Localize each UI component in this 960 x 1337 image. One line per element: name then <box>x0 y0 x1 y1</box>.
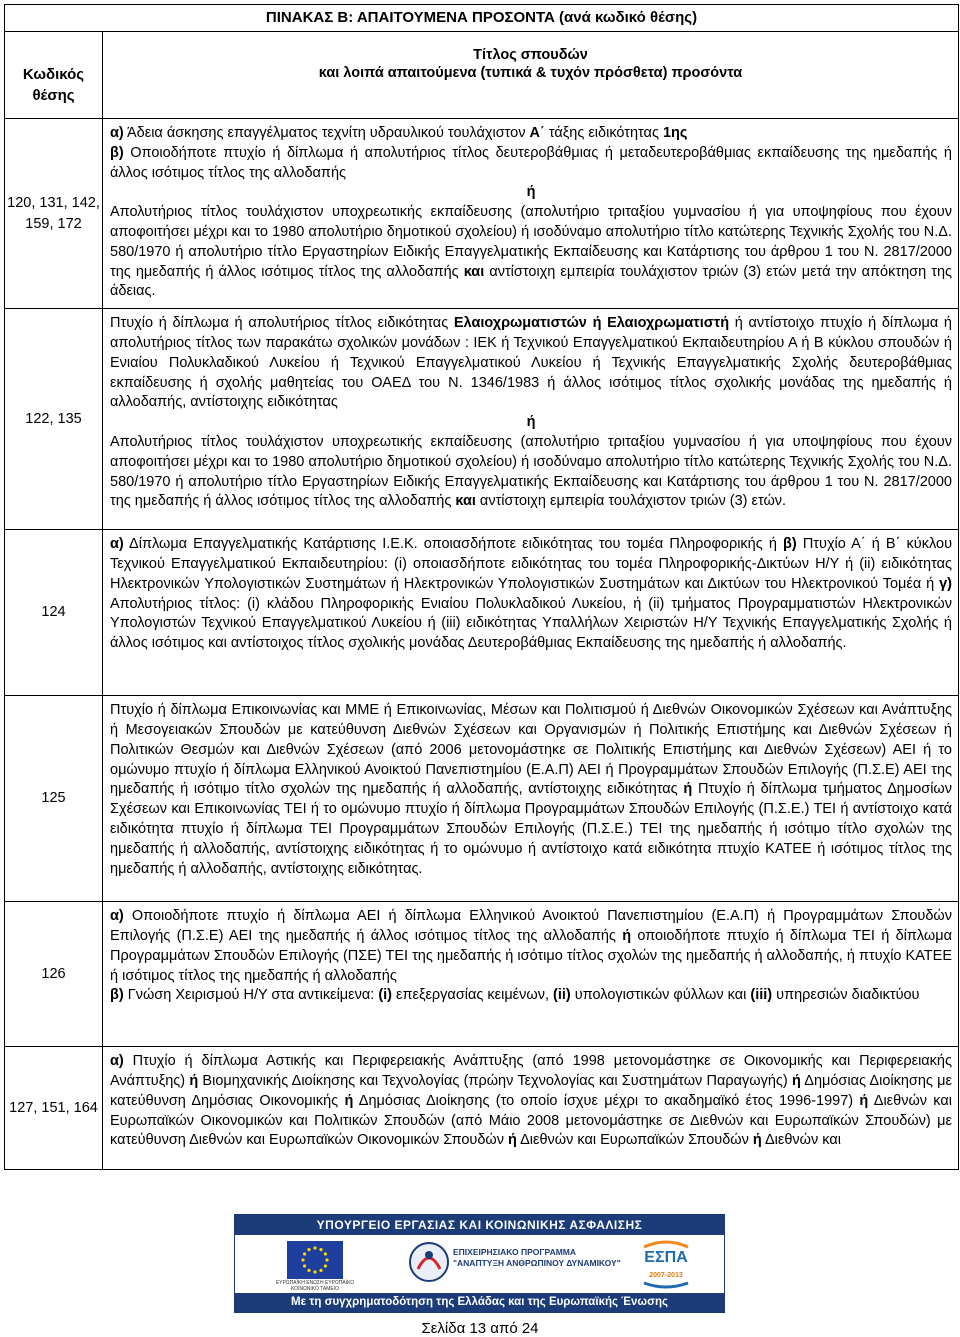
op-line1: ΕΠΙΧΕΙΡΗΣΙΑΚΟ ΠΡΟΓΡΑΜΜΑ <box>453 1247 577 1257</box>
bold-text: (ii) <box>553 987 571 1004</box>
bold-text: ή <box>791 1072 801 1089</box>
requirements-text <box>103 530 959 696</box>
requirement-paragraph: α) Άδεια άσκησης επαγγέλματος τεχνίτη υδραυλικού τουλάχιστον Α΄ τάξης ειδικότητας 1ης <box>110 125 688 141</box>
position-code: 122, 135 <box>5 309 103 530</box>
eu-caption: ΕΥΡΩΠΑΪΚΗ ΕΝΩΣΗ ΕΥΡΩΠΑΪΚΟ ΚΟΙΝΩΝΙΚΟ ΤΑΜΕΙΟ <box>275 1280 355 1292</box>
requirement-paragraph: β) Γνώση Χειρισμού Η/Υ στα αντικείμενα: (i) επεξεργασίας κειμένων, (ii) υπολογιστικών φύλλων και (iii) υπηρεσιών διαδικτύου <box>110 987 920 1004</box>
requirements-text <box>103 1047 959 1170</box>
requirements-text <box>103 902 959 1047</box>
bold-text: Α΄ <box>529 125 545 141</box>
position-code: 126 <box>5 902 103 1047</box>
requirements-text <box>103 696 959 902</box>
bold-text: και <box>455 493 476 510</box>
bold-text: β) <box>110 987 124 1004</box>
bold-text: γ) <box>939 575 952 592</box>
requirement-paragraph: Πτυχίο ή δίπλωμα Επικοινωνίας και ΜΜΕ ή Επικοινωνίας, Μέσων και Πολιτισμού ή Διεθνών Οικονομικών Σχέσεων και Ανάπτυξης ή Μεσογειακών Σπουδών με κατεύθυνση Διεθνών Σχέσεων και Οργανισμών ή Πολιτικής Επιστήμης και Διεθνών Σχέσεων ή Πολιτικών Θεσμών και Διεθνών Σχέσεων (από 2006 μετονομάστηκε σε Πολιτικής Επιστήμης και Διεθνών Σχέσεων) ΑΕΙ ή το ομώνυμο πτυχίο ή δίπλωμα Ελληνικού Ανοικτού Πανεπιστημίου (Ε.Α.Π) ΑΕΙ ή Προγραμμάτων Σπουδών Επιλογής (Π.Σ.Ε) ΑΕΙ της ημεδαπής ή ισότιμο τίτλο σχολών της ημεδαπής ή αλλοδαπής, αντίστοιχης ειδικότητας ή Πτυχίο ή δίπλωμα τμήματος Δημοσίων Σχέσεων και Επικοινωνίας ΤΕΙ ή το ομώνυμο πτυχίο ή δίπλωμα Προγραμμάτων Σπουδών Επιλογής (Π.Σ.Ε.) ΤΕΙ ή αντίστοιχο κατά ειδικότητα πτυχίο ή δίπλωμα ΤΕΙ Προγραμμάτων Σπουδών Επιλογής (Π.Σ.Ε.) ΤΕΙ της ημεδαπής ή ισότιμο τίτλο σχολών της ημεδαπής ή αλλοδαπής, αντίστοιχης ειδικότητας ή το ομώνυμο ή αντίστοιχο κατά ειδικότητα πτυχίο ΚΑΤΕΕ ή ισότιμος τίτλος της ημεδαπής ή αλλοδαπής, αντίστοιχης ειδικότητας. <box>110 702 952 877</box>
ministry-banner: ΥΠΟΥΡΓΕΙΟ ΕΡΓΑΣΙΑΣ ΚΑΙ ΚΟΙΝΩΝΙΚΗΣ ΑΣΦΑΛΙΣΗΣ <box>235 1215 724 1235</box>
table-row <box>5 119 959 309</box>
bold-text: και <box>463 263 485 280</box>
requirements-text <box>103 309 959 530</box>
page-number: Σελίδα 13 από 24 <box>421 1320 539 1337</box>
cofunding-slogan: Με τη συγχρηματοδότηση της Ελλάδας και της Ευρωπαϊκής Ένωσης <box>235 1293 724 1312</box>
op-line2: "ΑΝΑΠΤΥΞΗ ΑΝΘΡΩΠΙΝΟΥ ΔΥΝΑΜΙΚΟΥ" <box>453 1258 621 1268</box>
or-separator: ή <box>526 414 536 431</box>
operational-programme-text <box>453 1247 621 1269</box>
bold-text: α) <box>110 1053 124 1070</box>
espa-label: ΕΣΠΑ <box>644 1249 688 1266</box>
requirement-paragraph: α) Πτυχίο ή δίπλωμα Αστικής και Περιφερειακής Ανάπτυξης (από 1998 μετονομάστηκε σε Οικονομικής και Περιφερειακής Ανάπτυξης) ή Βιομηχανικής Διοίκησης και Τεχνολογίας (πρώην Τεχνολογίας και Συστημάτων Παραγωγής) ή Δημόσιας Διοίκησης με κατεύθυνση Δημόσιας Οικονομικής ή Δημόσιας Διοίκησης (το οποίο ίσχυε μέχρι το ακαδημαϊκό έτος 1996-1997) ή Διεθνών και Ευρωπαϊκών Οικονομικών και Πολιτικών Σπουδών (από Μάιο 2008 μετονομάστηκε σε Διεθνών και Ευρωπαϊκών Σπουδών) με κατεύθυνση Διεθνών και Ευρωπαϊκών Οικονομικών Σπουδών ή Διεθνών και Ευρωπαϊκών Σπουδών ή Διεθνών και <box>110 1053 952 1149</box>
header-requirements-column <box>103 32 959 119</box>
position-code: 127, 151, 164 <box>5 1047 103 1170</box>
eu-flag-icon <box>287 1241 343 1279</box>
bold-text: ή <box>189 1072 199 1089</box>
requirement-paragraph: α) Οποιοδήποτε πτυχίο ή δίπλωμα ΑΕΙ ή δίπλωμα Ελληνικού Ανοικτού Πανεπιστημίου (Ε.Α.Π) ή Προγραμμάτων Σπουδών Επιλογής (Π.Σ.Ε) ΑΕΙ της ημεδαπής ή άλλος ισότιμος τίτλος της αλλοδαπής ή οποιοδήποτε πτυχίο ή δίπλωμα ΤΕΙ ή δίπλωμα Προγραμμάτων Σπουδών Επιλογής (ΠΣΕ) ΤΕΙ της ημεδαπής ή ισότιμο τίτλος σχολών της ημεδαπής ή αλλοδαπής, ή πτυχίο ΚΑΤΕΕ ή ισότιμος τίτλος της ημεδαπής ή αλλοδαπής <box>110 908 952 984</box>
requirement-paragraph: Πτυχίο ή δίπλωμα ή απολυτήριος τίτλος ειδικότητας Ελαιοχρωματιστών ή Ελαιοχρωματιστή ή αντίστοιχο πτυχίο ή δίπλωμα ή απολυτήριος τίτλος των παρακάτω σχολικών μονάδων : ΙΕΚ ή Τεχνικού Επαγγελματικού Εκπαιδευτηρίου Α ή Β κύκλου σπουδών ή Ενιαίου Πολυκλαδικού Λυκείου ή Τεχνικού Επαγγελματικού Λυκείου ή Τεχνικής Επαγγελματικής Σχολής δευτεροβάθμιας εκπαίδευσης ή σχολής μαθητείας του ΟΑΕΔ του Ν. 1346/1983 ή άλλος ισότιμος τίτλος σχολικής μονάδας της ημεδαπής ή αλλοδαπής, αντίστοιχης ειδικότητας <box>110 315 952 411</box>
bold-text: ή <box>508 1132 517 1149</box>
operational-programme-logo-icon <box>408 1241 450 1283</box>
bold-text: (i) <box>378 987 393 1004</box>
bold-text: Ελαιοχρωματιστών ή Ελαιοχρωματιστή <box>453 315 730 332</box>
bold-text: α) <box>110 908 124 925</box>
table-row <box>5 530 959 696</box>
requirement-paragraph: α) Δίπλωμα Επαγγελματικής Κατάρτισης Ι.Ε.Κ. οποιασδήποτε ειδικότητας του τομέα Πληροφορικής ή β) Πτυχίο Α΄ ή Β΄ κύκλου Τεχνικού Επαγγελματικού Εκπαιδευτηρίου: (i) οποιασδήποτε ειδικότητας του τομέα Πληροφορικής-Δικτύων Η/Υ ή (ii) ειδικότητας Ηλεκτρονικών Υπολογιστικών Συστημάτων ή Ηλεκτρονικών Υπολογιστικών Συστημάτων και Δικτύων του Ηλεκτρονικού Τομέα ή γ) Απολυτήριος τίτλος: (i) κλάδου Πληροφορικής Ενιαίου Πολυκλαδικού Λυκείου, ή (ii) τμήματος Προγραμματιστών Ηλεκτρονικών Υπολογιστών Τεχνικού Επαγγελματικού Λυκείου ή (iii) ειδικότητας Υπαλλήλων Χειριστών Η/Υ Τεχνικής Επαγγελματικής Σχολής ή άλλος ισότιμος και αντίστοιχος τίτλος σχολικής μονάδας Δευτεροβάθμιας Εκπαίδευσης της ημεδαπής ή αλλοδαπής. <box>110 536 952 652</box>
funding-banner <box>234 1214 725 1313</box>
header-code-line1: Κωδικός <box>22 66 85 83</box>
table-row <box>5 1047 959 1170</box>
position-code: 124 <box>5 530 103 696</box>
espa-logo <box>640 1239 692 1289</box>
position-code: 120, 131, 142, 159, 172 <box>5 119 103 309</box>
position-code: 125 <box>5 696 103 902</box>
bold-text: ή <box>344 1092 354 1109</box>
table-row <box>5 696 959 902</box>
bold-text: (iii) <box>750 987 773 1004</box>
bold-text: ή <box>859 1092 869 1109</box>
espa-years: 2007-2013 <box>649 1272 683 1279</box>
logos-strip <box>235 1235 724 1293</box>
bold-text: ή <box>622 927 632 944</box>
requirements-text <box>103 119 959 309</box>
header-req-line1: Τίτλος σπουδών <box>473 47 588 63</box>
bold-text: ή <box>752 1132 762 1149</box>
bold-text: 1ης <box>662 125 688 141</box>
bold-text: α) <box>110 125 124 141</box>
or-separator: ή <box>526 184 536 201</box>
table-row <box>5 902 959 1047</box>
header-code-column <box>5 32 103 119</box>
bold-text: ή <box>683 781 693 798</box>
requirement-paragraph: β) Οποιοδήποτε πτυχίο ή δίπλωμα ή απολυτήριος τίτλος δευτεροβάθμιας ή μεταδευτεροβάθμιας εκπαίδευσης της ημεδαπής ή άλλος ισότιμος τίτλος της αλλοδαπής <box>110 144 952 181</box>
bold-text: β) <box>110 144 124 161</box>
requirement-paragraph: Απολυτήριος τίτλος τουλάχιστον υποχρεωτικής εκπαίδευσης (απολυτήριο τριταξίου γυμνασίου ή για υποψηφίους που έχουν αποφοιτήσει μέχρι και το 1980 απολυτήριο δημοτικού σχολείου) ή ισοδύναμο απολυτήριο τίτλο κατώτερης Τεχνικής Σχολής του Ν.Δ. 580/1970 ή απολυτήριο τίτλο Εργαστηρίων Ειδικής Επαγγελματικής Εκπαίδευσης και Κατάρτισης του άρθρου 1 του Ν. 2817/2000 της ημεδαπής ή άλλος ισότιμος τίτλος της αλλοδαπής και αντίστοιχη εμπειρία τουλάχιστον τριών (3) ετών. <box>110 433 952 510</box>
header-req-line2: και λοιπά απαιτούμενα (τυπικά & τυχόν πρόσθετα) προσόντα <box>318 65 743 81</box>
bold-text: β) <box>783 536 797 553</box>
header-code-line2: θέσης <box>32 87 75 104</box>
bold-text: α) <box>110 536 124 553</box>
table-row <box>5 309 959 530</box>
table-title: ΠΙΝΑΚΑΣ Β: ΑΠΑΙΤΟΥΜΕΝΑ ΠΡΟΣΟΝΤΑ (ανά κωδικό θέσης) <box>5 5 959 32</box>
requirements-table <box>4 4 959 1170</box>
requirement-paragraph: Απολυτήριος τίτλος τουλάχιστον υποχρεωτικής εκπαίδευσης (απολυτήριο τριταξίου γυμνασίου ή για υποψηφίους που έχουν αποφοιτήσει μέχρι και το 1980 απολυτήριο δημοτικού σχολείου) ή ισοδύναμο απολυτήριο τίτλο κατώτερης Τεχνικής Σχολής του Ν.Δ. 580/1970 ή απολυτήριο τίτλο Εργαστηρίων Ειδικής Επαγγελματικής Εκπαίδευσης και Κατάρτισης του άρθρου 1 του Ν. 2817/2000 της ημεδαπής ή άλλος ισότιμος τίτλος της αλλοδαπής και αντίστοιχη εμπειρία τουλάχιστον τριών (3) ετών μετά την απόκτηση της άδειας. <box>110 204 952 300</box>
